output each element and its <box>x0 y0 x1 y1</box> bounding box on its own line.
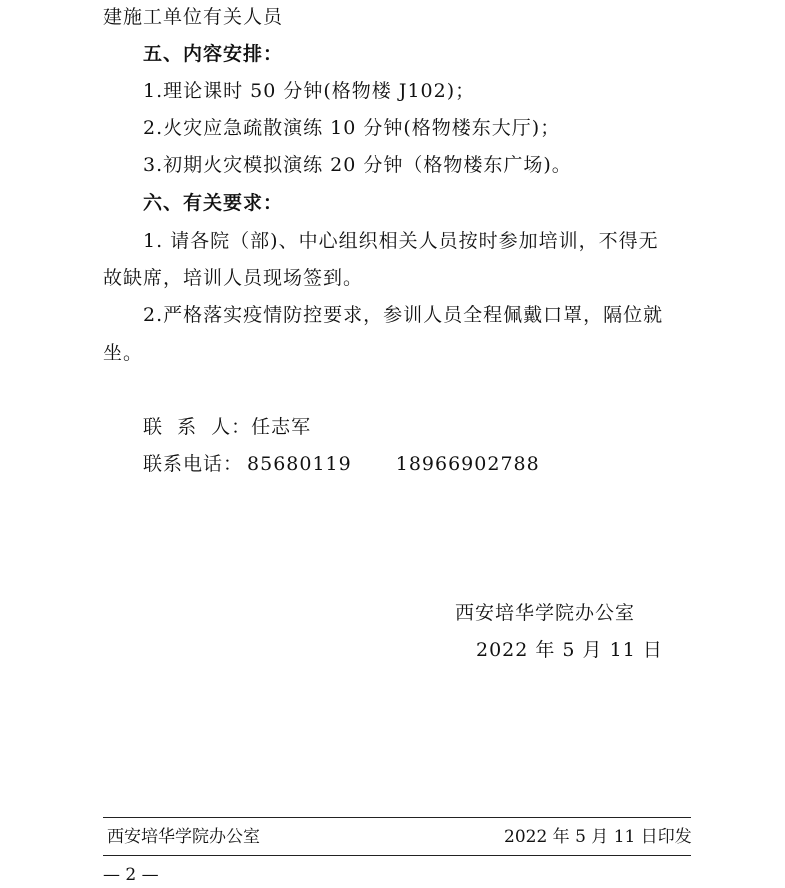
page-number: — 2 — <box>103 865 159 885</box>
section6-heading: 六、有关要求： <box>143 192 284 214</box>
footer-issuer: 西安培华学院办公室 <box>107 827 260 847</box>
requirement-1-line-1: 1. 请各院（部)、中心组织相关人员按时参加培训，不得无 <box>143 230 659 252</box>
section5-item-2: 2.火灾应急疏散演练 10 分钟(格物楼东大厅)； <box>143 117 561 139</box>
contact-person-row <box>143 415 311 439</box>
continuation-text: 建施工单位有关人员 <box>103 6 284 28</box>
signature-date: 2022 年 5 月 11 日 <box>476 639 663 661</box>
contact-phone-1: 85680119 <box>247 453 352 475</box>
contact-person-name: 任志军 <box>251 416 312 438</box>
section5-heading: 五、内容安排： <box>143 43 284 65</box>
signature-org: 西安培华学院办公室 <box>455 602 636 624</box>
requirement-2-line-2: 坐。 <box>103 342 144 364</box>
footer-bottom-rule <box>103 855 691 856</box>
section5-item-1: 1.理论课时 50 分钟(格物楼 J102)； <box>143 80 476 102</box>
section5-item-3: 3.初期火灾模拟演练 20 分钟（格物楼东广场)。 <box>143 154 572 176</box>
contact-phone-2: 18966902788 <box>395 453 540 475</box>
footer-top-rule <box>103 817 691 818</box>
contact-phone-label: 联系电话： <box>143 453 244 475</box>
requirement-1-line-2: 故缺席，培训人员现场签到。 <box>103 267 364 289</box>
contact-phone-row <box>143 452 540 476</box>
contact-person-label: 联 系 人： <box>143 416 252 438</box>
requirement-2-line-1: 2.严格落实疫情防控要求，参训人员全程佩戴口罩，隔位就 <box>143 304 664 326</box>
footer-issue-date: 2022 年 5 月 11 日印发 <box>504 827 692 847</box>
